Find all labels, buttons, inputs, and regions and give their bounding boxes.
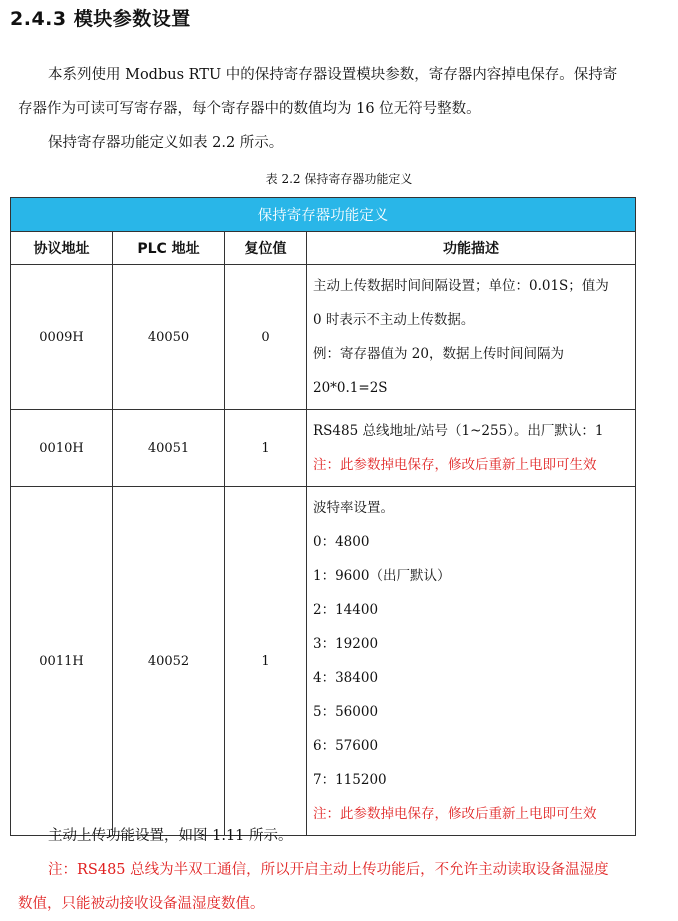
cell-plc-address: 40050 (113, 265, 225, 410)
cell-reset-value: 1 (225, 410, 307, 487)
cell-protocol-address: 0009H (11, 265, 113, 410)
description-line: RS485 总线地址/站号（1~255）。出厂默认：1 (313, 423, 604, 439)
table-header-row (11, 232, 636, 265)
description-line: 6：57600 (313, 738, 379, 754)
header-reset-value: 复位值 (225, 232, 307, 265)
cell-reset-value: 1 (225, 487, 307, 836)
table-title-row (11, 198, 636, 232)
cell-plc-address: 40052 (113, 487, 225, 836)
intro-line-2: 存器作为可读可写寄存器，每个寄存器中的数值均为 16 位无符号整数。 (18, 101, 481, 117)
register-table (10, 197, 636, 836)
intro-paragraph (18, 58, 640, 160)
rs485-note-line-2: 数值，只能被动接收设备温湿度数值。 (18, 896, 265, 912)
description-note: 注：此参数掉电保存，修改后重新上电即可生效 (313, 457, 597, 473)
cell-description (307, 487, 636, 836)
table-caption: 表 2.2 保持寄存器功能定义 (265, 172, 413, 186)
description-line: 0 时表示不主动上传数据。 (313, 312, 475, 328)
cell-plc-address: 40051 (113, 410, 225, 487)
section-heading: 2.4.3 模块参数设置 (10, 8, 191, 30)
upload-setting-line: 主动上传功能设置，如图 1.11 所示。 (48, 828, 293, 844)
description-line: 5：56000 (313, 704, 379, 720)
description-line: 7：115200 (313, 772, 387, 788)
description-note: 注：此参数掉电保存，修改后重新上电即可生效 (313, 806, 597, 822)
table-row (11, 265, 636, 410)
description-line: 3：19200 (313, 636, 379, 652)
table-title: 保持寄存器功能定义 (11, 198, 636, 232)
cell-reset-value: 0 (225, 265, 307, 410)
description-line: 2：14400 (313, 602, 379, 618)
header-protocol-address: 协议地址 (11, 232, 113, 265)
rs485-note-line-1: 注：RS485 总线为半双工通信，所以开启主动上传功能后，不允许主动读取设备温湿度 (48, 862, 609, 878)
header-function-description: 功能描述 (307, 232, 636, 265)
cell-description (307, 410, 636, 487)
description-line: 4：38400 (313, 670, 379, 686)
cell-protocol-address: 0011H (11, 487, 113, 836)
description-line: 主动上传数据时间间隔设置；单位：0.01S；值为 (313, 278, 609, 294)
table-row (11, 410, 636, 487)
after-paragraph (18, 819, 658, 921)
description-line: 20*0.1=2S (313, 380, 388, 396)
description-line: 波特率设置。 (313, 500, 394, 516)
table-row (11, 487, 636, 836)
intro-line-3: 保持寄存器功能定义如表 2.2 所示。 (48, 135, 284, 151)
cell-protocol-address: 0010H (11, 410, 113, 487)
description-line: 例：寄存器值为 20，数据上传时间间隔为 (313, 346, 564, 362)
description-line: 1：9600（出厂默认） (313, 568, 451, 584)
description-line: 0：4800 (313, 534, 370, 550)
header-plc-address: PLC 地址 (113, 232, 225, 265)
cell-description (307, 265, 636, 410)
intro-line-1: 本系列使用 Modbus RTU 中的保持寄存器设置模块参数，寄存器内容掉电保存。保持寄 (48, 67, 618, 83)
